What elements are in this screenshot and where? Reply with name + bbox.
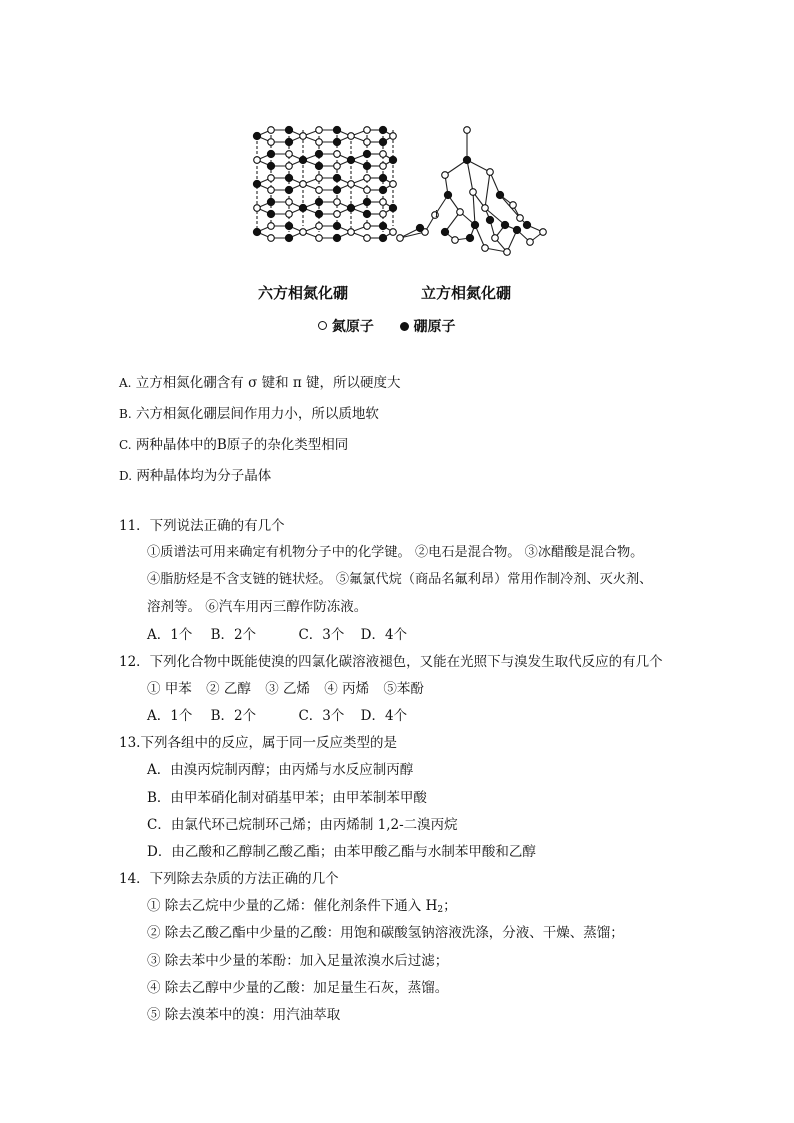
bond-line	[400, 232, 425, 238]
boron-atom	[486, 216, 493, 223]
nitrogen-atom	[397, 235, 404, 242]
hexagonal-atoms	[253, 126, 396, 241]
q12-choice-a: A．1个	[147, 708, 193, 724]
q13-option-c: C．由氯代环己烷制环己烯；由丙烯制 1,2-二溴丙烷	[147, 817, 458, 833]
boron-atom	[333, 126, 340, 133]
boron-atom	[363, 150, 370, 157]
nitrogen-atom	[380, 163, 387, 170]
q12-choice-b: B．2个	[210, 708, 257, 724]
boron-atom	[285, 186, 292, 193]
nitrogen-atom	[348, 181, 355, 188]
boron-atom	[363, 210, 370, 217]
q10-option-a: A. 立方相氮化硼含有 σ 键和 π 键，所以硬度大	[119, 375, 401, 391]
boron-atom	[315, 198, 322, 205]
q12-item-4: ④ 丙烯	[324, 681, 370, 697]
nitrogen-atom	[348, 229, 355, 236]
boron-atom	[315, 162, 322, 169]
nitrogen-atom	[300, 229, 307, 236]
nitrogen-atom	[504, 249, 511, 256]
boron-atom	[267, 198, 274, 205]
boron-atom	[299, 156, 306, 163]
nitrogen-atom	[390, 133, 397, 140]
boron-atom	[333, 138, 340, 145]
nitrogen-atom	[380, 151, 387, 158]
q14-item-5: ⑤ 除去溴苯中的溴：用汽油萃取	[147, 1007, 341, 1023]
q11-stem: 11．下列说法正确的有几个	[119, 518, 285, 534]
nitrogen-atom	[334, 211, 341, 218]
nitrogen-atom	[316, 187, 323, 194]
nitrogen-atom	[482, 245, 489, 252]
boron-atom	[363, 162, 370, 169]
nitrogen-atom	[452, 237, 459, 244]
nitrogen-atom	[334, 163, 341, 170]
nitrogen-atom	[457, 209, 464, 216]
nitrogen-atom	[286, 199, 293, 206]
boron-atom	[379, 186, 386, 193]
boron-atom	[285, 234, 292, 241]
bond-line	[473, 192, 475, 225]
q12-item-3: ③ 乙烯	[265, 681, 310, 697]
boron-atom	[444, 191, 451, 198]
boron-atom	[466, 234, 473, 241]
q14-stem: 14．下列除去杂质的方法正确的几个	[119, 871, 339, 887]
nitrogen-atom	[268, 175, 275, 182]
nitrogen-atom	[380, 211, 387, 218]
nitrogen-atom	[364, 139, 371, 146]
nitrogen-atom	[316, 175, 323, 182]
nitrogen-atom	[364, 187, 371, 194]
boron-nitride-figure	[245, 120, 565, 340]
nitrogen-atom	[442, 172, 449, 179]
nitrogen-atom	[364, 223, 371, 230]
q14-item-2: ② 除去乙酸乙酯中少量的乙酸：用饱和碳酸氢钠溶液洗涤，分液、干燥、蒸馏；	[147, 925, 624, 941]
nitrogen-atom	[482, 205, 489, 212]
q14-item-1: ① 除去乙烷中少量的乙烯：催化剂条件下通入 $H_2$；	[147, 898, 457, 915]
boron-atom	[253, 132, 260, 139]
bond-line	[485, 172, 490, 208]
nitrogen-atom	[334, 199, 341, 206]
boron-atom	[379, 126, 386, 133]
hexagonal-bond-lines	[257, 130, 393, 238]
nitrogen-atom	[316, 127, 323, 134]
boron-atom	[285, 126, 292, 133]
q12-stem: 12．下列化合物中既能使溴的四氯化碳溶液褪色，又能在光照下与溴发生取代反应的有几个	[119, 654, 663, 670]
q14-item-4: ④ 除去乙醇中少量的乙酸：加足量生石灰，蒸馏。	[147, 980, 449, 996]
legend-boron-label: 硼原子	[413, 319, 456, 335]
nitrogen-atom	[470, 189, 477, 196]
nitrogen-atom	[286, 163, 293, 170]
q10-option-d: D. 两种晶体均为分子晶体	[119, 468, 272, 484]
boron-atom	[347, 204, 354, 211]
boron-atom	[253, 228, 260, 235]
nitrogen-atom	[492, 235, 499, 242]
nitrogen-atom	[364, 127, 371, 134]
boron-atom	[333, 186, 340, 193]
nitrogen-atom	[334, 151, 341, 158]
legend-nitrogen-label: 氮原子	[331, 319, 374, 335]
boron-atom	[315, 210, 322, 217]
boron-atom	[333, 222, 340, 229]
boron-atom	[441, 228, 448, 235]
legend	[318, 316, 456, 336]
boron-atom	[347, 156, 354, 163]
boron-atom	[299, 204, 306, 211]
boron-atom	[513, 226, 520, 233]
q11-choice-a: A．1个	[147, 627, 193, 643]
boron-atom	[379, 234, 386, 241]
nitrogen-atom	[510, 202, 517, 209]
boron-atom	[379, 138, 386, 145]
q10-option-b: B. 六方相氮化硼层间作用力小，所以质地软	[119, 406, 379, 422]
nitrogen-atom	[390, 181, 397, 188]
q11-choice-c: C．3个	[298, 627, 345, 643]
boron-atom	[285, 222, 292, 229]
crystal-structure-diagram	[245, 120, 565, 280]
boron-atom	[333, 174, 340, 181]
hexagonal-label: 六方相氮化硼	[258, 284, 349, 302]
nitrogen-atom	[517, 215, 524, 222]
inner-mark: i	[435, 208, 439, 220]
nitrogen-atom	[364, 175, 371, 182]
boron-atom	[523, 221, 530, 228]
nitrogen-atom	[268, 187, 275, 194]
nitrogen-atom	[286, 151, 293, 158]
boron-atom	[267, 150, 274, 157]
nitrogen-atom	[527, 239, 534, 246]
nitrogen-atom	[364, 235, 371, 242]
boron-atom	[496, 191, 503, 198]
nitrogen-atom	[380, 199, 387, 206]
nitrogen-atom	[300, 181, 307, 188]
nitrogen-atom	[268, 139, 275, 146]
q11-line-1: ①质谱法可用来确定有机物分子中的化学键。 ②电石是混合物。 ③冰醋酸是混合物。	[147, 545, 644, 560]
boron-atom	[315, 150, 322, 157]
boron-atom	[379, 174, 386, 181]
nitrogen-atom	[300, 133, 307, 140]
nitrogen-atom	[540, 229, 547, 236]
boron-atom	[389, 156, 396, 163]
nitrogen-atom	[268, 127, 275, 134]
q11-line-3: 溶剂等。 ⑥汽车用丙三醇作防冻液。	[147, 599, 368, 615]
q11-line-2: ④脂肪烃是不含支链的链状烃。 ⑤氟氯代烷（商品名氟利昂）常用作制冷剂、灭火剂、	[147, 572, 653, 587]
boron-atom	[416, 224, 423, 231]
nitrogen-atom	[254, 205, 261, 212]
nitrogen-atom	[464, 127, 471, 134]
nitrogen-atom	[268, 235, 275, 242]
cubic-label: 立方相氮化硼	[421, 284, 512, 302]
nitrogen-atom	[487, 169, 494, 176]
q10-option-c: C. 两种晶体中的B原子的杂化类型相同	[119, 437, 349, 453]
q12-choice-c: C．3个	[298, 708, 345, 724]
boron-atom-icon	[400, 322, 409, 331]
boron-atom	[285, 174, 292, 181]
q13-option-a: A．由溴丙烷制丙醇；由丙烯与水反应制丙醇	[147, 762, 414, 778]
q14-item-3: ③ 除去苯中少量的苯酚：加入足量浓溴水后过滤；	[147, 953, 449, 969]
nitrogen-atom	[348, 133, 355, 140]
boron-atom	[267, 210, 274, 217]
nitrogen-atom	[254, 157, 261, 164]
nitrogen-atom	[268, 223, 275, 230]
nitrogen-atom	[316, 235, 323, 242]
boron-atom	[463, 156, 470, 163]
q11-choice-d: D．4个	[360, 627, 408, 643]
boron-atom	[379, 222, 386, 229]
q12-item-2: ② 乙醇	[206, 681, 251, 697]
boron-atom	[253, 180, 260, 187]
q12-items	[147, 680, 424, 698]
boron-atom	[363, 198, 370, 205]
nitrogen-atom	[316, 223, 323, 230]
nitrogen-atom	[390, 229, 397, 236]
boron-atom	[285, 138, 292, 145]
q12-item-1: ① 甲苯	[147, 681, 192, 697]
q12-choices	[147, 707, 407, 725]
q12-item-5: ⑤苯酚	[383, 681, 424, 697]
bond-line	[467, 160, 473, 192]
boron-atom	[501, 221, 508, 228]
boron-atom	[389, 204, 396, 211]
q11-choices	[147, 626, 407, 644]
boron-atom	[471, 221, 478, 228]
q11-choice-b: B．2个	[210, 627, 257, 643]
nitrogen-atom	[316, 139, 323, 146]
q12-choice-d: D．4个	[360, 708, 408, 724]
boron-atom	[267, 162, 274, 169]
nitrogen-atom	[286, 211, 293, 218]
q13-stem: 13.下列各组中的反应，属于同一反应类型的是	[119, 735, 397, 751]
nitrogen-atom-icon	[318, 321, 327, 330]
q13-option-d: D．由乙酸和乙醇制乙酸乙酯；由苯甲酸乙酯与水制苯甲酸和乙醇	[147, 844, 536, 860]
q13-option-b: B．由甲苯硝化制对硝基甲苯；由甲苯制苯甲酸	[147, 790, 427, 806]
boron-atom	[333, 234, 340, 241]
